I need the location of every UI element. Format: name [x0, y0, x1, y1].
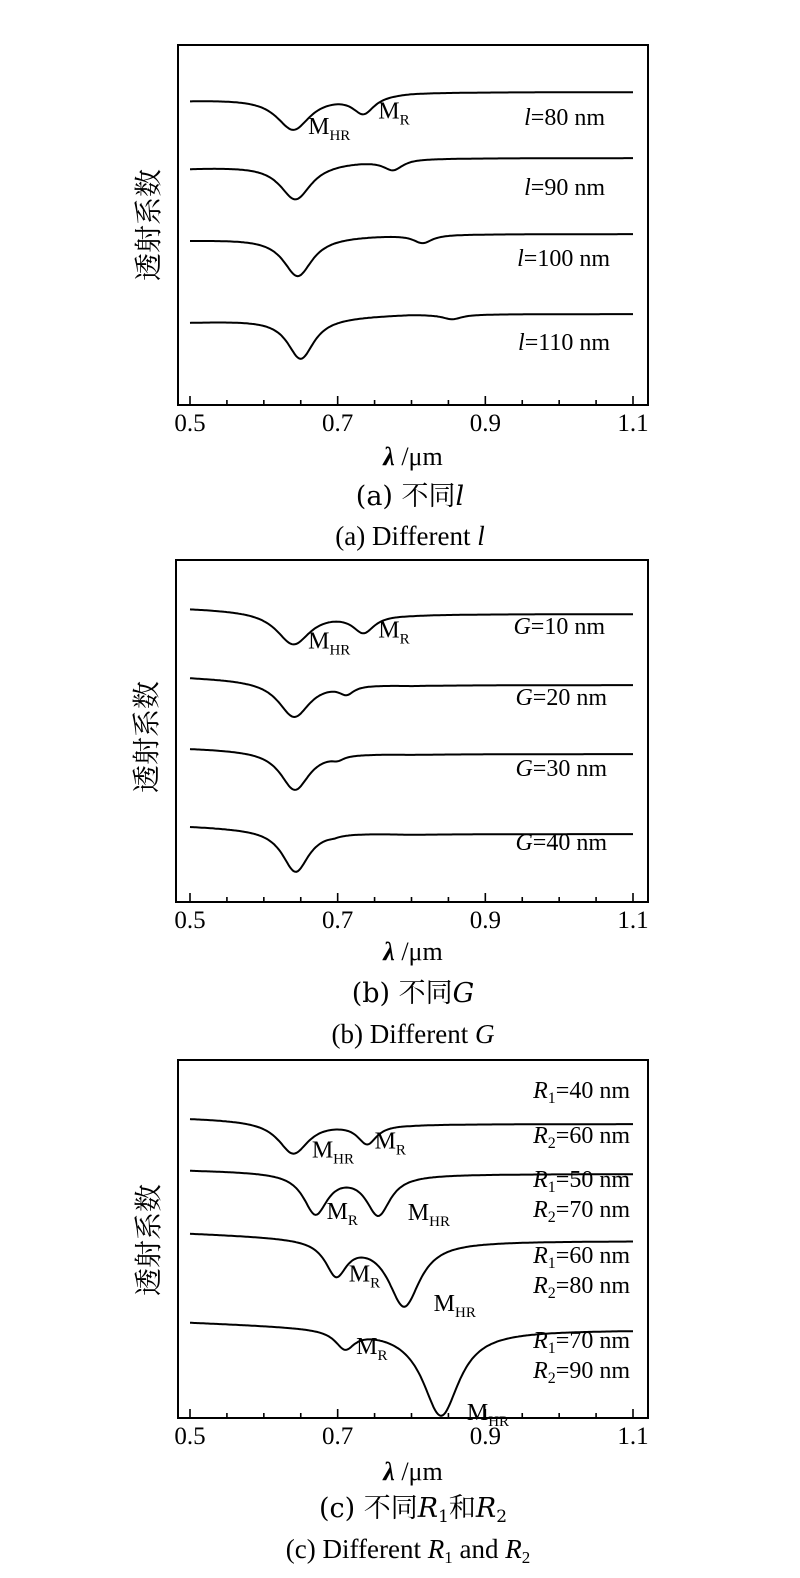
dip-annotation: $M_{HR}$: [466, 1399, 510, 1430]
caption-cn: (a) 不同l: [355, 481, 465, 512]
series-label-r1: $R_1=60$ nm: [533, 1243, 630, 1272]
dip-annotation: $M_{HR}$: [311, 1137, 355, 1168]
x-tick-label: 0.9: [469, 410, 501, 437]
x-tick-label: 1.1: [617, 907, 649, 934]
x-tick-label: 0.9: [469, 1423, 501, 1450]
series-label-r1: $R_1=50$ nm: [533, 1167, 630, 1196]
y-axis-label: 透射系数: [130, 680, 163, 794]
y-axis-label: 透射系数: [132, 168, 165, 282]
series-label: l=80 nm: [524, 105, 605, 131]
series-label: G=10 nm: [513, 614, 605, 640]
dip-annotation: $M_R$: [356, 1333, 388, 1364]
caption-en: (c) Different R1 and R2: [285, 1534, 531, 1567]
series-label: G=40 nm: [515, 830, 607, 856]
series-label-r2: $R_2=70$ nm: [533, 1197, 630, 1226]
dip-annotation: $M_R$: [378, 617, 410, 648]
caption-cn: (c) 不同R1和R2: [318, 1493, 508, 1527]
x-tick-label: 0.5: [174, 1423, 206, 1450]
caption-cn: (b) 不同G: [351, 978, 475, 1009]
series-label-r1: $R_1=70$ nm: [533, 1328, 630, 1357]
series-label: l=100 nm: [517, 246, 610, 272]
x-axis-label: λ /μm: [383, 442, 443, 471]
dip-annotation: $M_{HR}$: [308, 113, 351, 144]
series-label-r2: $R_2=90$ nm: [533, 1358, 630, 1387]
series-label-r2: $R_2=80$ nm: [533, 1273, 630, 1302]
dip-annotation: $M_R$: [348, 1261, 381, 1292]
x-tick-label: 1.1: [617, 410, 649, 437]
x-axis-label: λ /μm: [383, 937, 443, 966]
panel-c: [132, 1060, 649, 1567]
dip-annotation: $M_R$: [374, 1128, 406, 1159]
series-label: l=110 nm: [518, 330, 610, 356]
x-tick-label: 1.1: [617, 1423, 649, 1450]
caption-en: (b) Different G: [331, 1019, 495, 1049]
x-axis-label: λ /μm: [383, 1457, 443, 1486]
x-tick-label: 0.7: [322, 410, 354, 437]
panel-b: [130, 560, 649, 1049]
dip-annotation: $M_R$: [326, 1198, 358, 1229]
series-label: l=90 nm: [524, 175, 605, 201]
x-tick-label: 0.5: [174, 907, 206, 934]
dip-annotation: $M_{HR}$: [308, 628, 351, 659]
x-tick-label: 0.7: [322, 1423, 354, 1450]
series-label-r1: $R_1=40$ nm: [533, 1078, 630, 1107]
series-label-r2: $R_2=60$ nm: [533, 1123, 630, 1152]
panel-a: [132, 45, 649, 551]
dip-annotation: $M_{HR}$: [407, 1199, 450, 1230]
x-tick-label: 0.7: [322, 907, 354, 934]
x-tick-label: 0.5: [174, 410, 206, 437]
series-label: G=20 nm: [515, 685, 607, 711]
y-axis-label: 透射系数: [132, 1183, 165, 1297]
x-tick-label: 0.9: [469, 907, 501, 934]
caption-en: (a) Different l: [335, 521, 485, 551]
series-label: G=30 nm: [515, 756, 607, 782]
dip-annotation: $M_{HR}$: [433, 1290, 476, 1321]
dip-annotation: $M_R$: [378, 98, 410, 129]
